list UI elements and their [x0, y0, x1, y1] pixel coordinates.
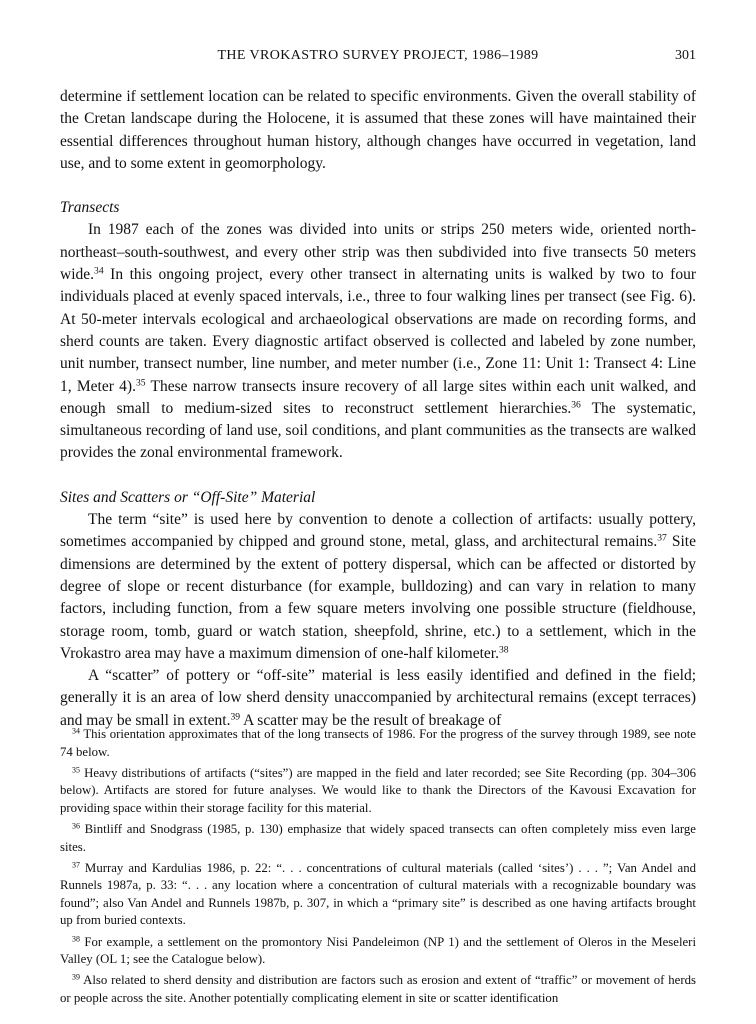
footnote-37 — [60, 860, 696, 930]
footnote-ref-39: 39 — [230, 711, 241, 723]
running-title: THE VROKASTRO SURVEY PROJECT, 1986–1989 — [217, 48, 539, 63]
footnote-ref-37: 37 — [657, 533, 667, 545]
footnote-text: Bintliff and Snodgrass (1985, p. 130) emphasize that widely spaced transects can often completely miss even large sites. — [60, 821, 696, 854]
paragraph-text: A scatter may be the result of breakage of — [240, 711, 502, 729]
footnote-number: 39 — [72, 972, 80, 982]
footnote-number: 35 — [72, 765, 80, 775]
paragraph-text: Site dimensions are determined by the extent of pottery dispersal, which can be affected or distorted by degree of slope or recent disturbance (for example, bulldozing) and can vary in relation to many factors, including function, from a few square meters involving one possible structure (fieldhouse, storage room, tomb, guard or watch station, sheepfold, shrine, etc.) to a settlement, which in the Vrokastro area may have a maximum dimension of one-half kilometer. — [60, 533, 696, 662]
page-number: 301 — [675, 48, 696, 63]
footnote-34 — [60, 726, 696, 761]
running-header — [0, 48, 756, 70]
paragraph-text: In this ongoing project, every other transect in alternating units is walked by two to four individuals placed at evenly spaced intervals, i.e., three to four walking lines per transect (see Fig. 6). At 50-meter intervals ecological and archaeological observations are made on recording forms, and sherd counts are taken. Every diagnostic artifact observed is collected and labeled by zone number, unit number, transect number, line number, and meter number (i.e., Zone 11: Unit 1: Transect 4: Line 1, Meter 4). — [60, 266, 696, 395]
footnote-ref-36: 36 — [571, 399, 581, 411]
paragraph-text: determine if settlement location can be related to specific environments. Given the overall stability of the Cretan landscape during the Holocene, it is assumed that these zones will have maintained their essential differences throughout human history, although changes have occurred in vegetation, land use, and to some extent in geomorphology. — [60, 88, 696, 172]
footnote-text: Also related to sherd density and distribution are factors such as erosion and extent of “traffic” or movement of herds or people across the site. Another potentially complicating element in site or scatter identification — [60, 973, 696, 1005]
footnote-text: This orientation approximates that of the long transects of 1986. For the progress of the survey through 1989, see note 74 below. — [60, 727, 696, 759]
footnote-number: 36 — [72, 821, 80, 831]
body-text — [60, 86, 696, 732]
paragraph-text: The systematic, simultaneous recording of land use, soil conditions, and plant communities as the transects are walked provides the zonal environmental framework. — [60, 399, 696, 462]
paragraph-sites — [60, 509, 696, 665]
paragraph-transects — [60, 219, 696, 464]
footnote-text: Heavy distributions of artifacts (“sites”) are mapped in the field and later recorded; see Site Recording (pp. 304–306 below). Artifacts are stored for future analyses. We would like to thank the Directors of the Kavousi Excavation for providing space within their storage facility for this material. — [60, 765, 696, 815]
footnote-35 — [60, 765, 696, 818]
paragraph-text: In 1987 each of the zones was divided into units or strips 250 meters wide, oriented north-northeast–south-southwest, and every other strip was then subdivided into five transects 50 meters wide. — [60, 221, 696, 284]
paragraph-text: The term “site” is used here by convention to denote a collection of artifacts: usually pottery, sometimes accompanied by chipped and ground stone, metal, glass, and architectural remains. — [60, 511, 696, 551]
footnote-number: 37 — [72, 860, 80, 870]
footnote-ref-35: 35 — [135, 377, 146, 389]
section-heading-sites: Sites and Scatters or “Off-Site” Material — [60, 488, 316, 506]
footnote-text: Murray and Kardulias 1986, p. 22: “. . . concentrations of cultural materials (called ‘sites’) . . . ”; Van Andel and Runnels 1987a, p. 33: “. . . any location where a concentration of cultural materials with a recognizable boundary was found”; also Van Andel and Runnels 1987b, p. 307, in which a “primary site” is described as one having artifacts brought up from buried contexts. — [60, 860, 696, 928]
footnote-ref-34: 34 — [94, 265, 104, 277]
paragraph-text: A “scatter” of pottery or “off-site” material is less easily identified and defined in the field; generally it is an area of low sherd density unaccompanied by architectural remains (except terraces) and may be small in extent. — [60, 667, 696, 729]
footnote-36 — [60, 821, 696, 856]
footnote-38 — [60, 934, 696, 969]
footnotes — [60, 726, 696, 1011]
paragraph-scatter — [60, 665, 696, 732]
footnote-text: For example, a settlement on the promontory Nisi Pandeleimon (NP 1) and the settlement of Oleros in the Meseleri Valley (OL 1; see the Catalogue below). — [60, 934, 696, 967]
footnote-39 — [60, 972, 696, 1007]
footnote-ref-38: 38 — [498, 644, 509, 656]
section-heading-transects: Transects — [60, 199, 120, 217]
footnote-number: 34 — [72, 726, 80, 736]
paragraph-text: These narrow transects insure recovery of all large sites within each unit walked, and enough small to medium-sized sites to reconstruct settlement hierarchies. — [60, 377, 696, 417]
footnote-number: 38 — [72, 934, 80, 944]
paragraph-continuation — [60, 86, 696, 175]
